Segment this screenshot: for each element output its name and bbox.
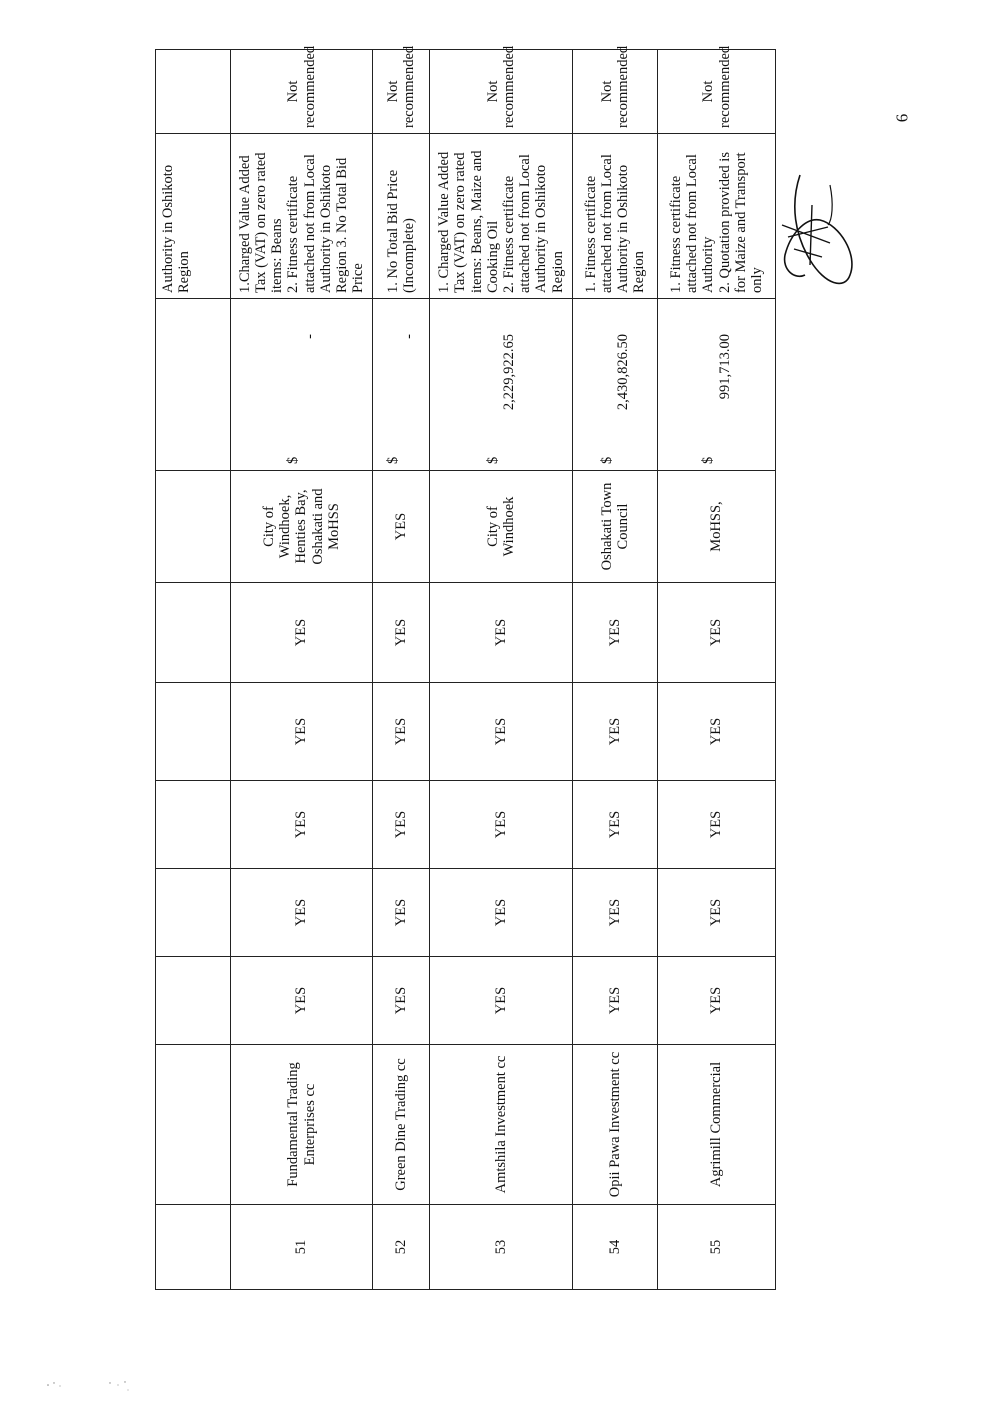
criteria-cell: YES (430, 683, 573, 781)
criteria-cell: YES (658, 683, 776, 781)
criteria-cell: YES (373, 781, 430, 869)
criteria-cell: YES (231, 781, 373, 869)
header-cell (156, 781, 231, 869)
bid-price-cell (573, 299, 658, 471)
evaluation-table-rotated (155, 45, 775, 1290)
page-number: 6 (892, 113, 912, 123)
bidder-name: Green Dine Trading cc (373, 1045, 430, 1205)
references-cell: Oshakati Town Council (573, 471, 658, 583)
header-cell (156, 869, 231, 957)
row-number: 53 (430, 1205, 573, 1290)
criteria-cell: YES (373, 583, 430, 683)
references-cell: City of Windhoek, Henties Bay, Oshakati and MoHSS (231, 471, 373, 583)
table-row (658, 50, 776, 1290)
criteria-cell: YES (231, 683, 373, 781)
bid-price: - (301, 334, 318, 339)
bid-price-cell (231, 299, 373, 471)
criteria-cell: YES (658, 869, 776, 957)
header-cell (156, 957, 231, 1045)
bid-price-cell (658, 299, 776, 471)
header-cell (156, 1045, 231, 1205)
criteria-cell: YES (231, 957, 373, 1045)
criteria-cell: YES (573, 583, 658, 683)
recommendation-cell: Not recommended (430, 50, 573, 134)
bidder-name: Opii Pawa Investment cc (573, 1045, 658, 1205)
currency-symbol: $ (384, 456, 401, 464)
reason-cell: 1. Fitness certificate attached not from Local Authority in Oshikoto Region (573, 134, 658, 299)
header-row (156, 50, 231, 1290)
row-number: 51 (231, 1205, 373, 1290)
bidder-name: Amtshila Investment cc (430, 1045, 573, 1205)
bidder-name: Agrimill Commercial (658, 1045, 776, 1205)
criteria-cell: YES (573, 683, 658, 781)
header-cell (156, 1205, 231, 1290)
criteria-cell: YES (430, 957, 573, 1045)
criteria-cell: YES (573, 869, 658, 957)
recommendation-cell: Not recommended (658, 50, 776, 134)
evaluation-table (155, 45, 776, 1290)
header-cell (156, 683, 231, 781)
criteria-cell: YES (430, 869, 573, 957)
authority-header-cell (156, 134, 231, 299)
header-cell (156, 471, 231, 583)
recommendation-cell: Not recommended (573, 50, 658, 134)
row-number: 55 (658, 1205, 776, 1290)
currency-symbol: $ (598, 456, 615, 464)
references-cell: MoHSS, (658, 471, 776, 583)
bid-price: 991,713.00 (716, 334, 733, 400)
bid-price: 2,430,826.50 (615, 334, 631, 411)
row-number: 54 (573, 1205, 658, 1290)
criteria-cell: YES (430, 781, 573, 869)
signature-mark (770, 165, 862, 305)
recommendation-cell: Not recommended (231, 50, 373, 134)
row-number: 52 (373, 1205, 430, 1290)
criteria-cell: YES (573, 781, 658, 869)
bid-price-cell (373, 299, 430, 471)
currency-symbol: $ (484, 456, 501, 464)
reason-cell: 1. Fitness certificate attached not from Local Authority 2. Quotation provided is for Maize and Transport only (658, 134, 776, 299)
criteria-cell: YES (573, 957, 658, 1045)
recommendation-cell: Not recommended (373, 50, 430, 134)
criteria-cell: YES (658, 583, 776, 683)
header-cell (156, 299, 231, 471)
criteria-cell: YES (373, 957, 430, 1045)
criteria-cell: YES (231, 869, 373, 957)
bid-price-cell (430, 299, 573, 471)
reason-cell: 1. No Total Bid Price (Incomplete) (373, 134, 430, 299)
bid-price: 2,229,922.65 (501, 334, 517, 411)
references-cell: YES (373, 471, 430, 583)
criteria-cell: YES (658, 957, 776, 1045)
table-row (373, 50, 430, 1290)
currency-symbol: $ (285, 456, 302, 464)
header-cell (156, 583, 231, 683)
scan-specks (30, 1375, 140, 1395)
criteria-cell: YES (373, 683, 430, 781)
authority-header-text: Authority in Oshikoto Region (160, 164, 193, 293)
criteria-cell: YES (373, 869, 430, 957)
reason-cell: 1. Charged Value Added Tax (VAT) on zero rated items: Beans, Maize and Cooking Oil 2. Fitness certificate attached not from Local Authority in Oshikoto Region (430, 134, 573, 299)
criteria-cell: YES (430, 583, 573, 683)
references-cell: City of Windhoek (430, 471, 573, 583)
criteria-cell: YES (231, 583, 373, 683)
currency-symbol: $ (700, 456, 717, 464)
reason-cell: 1.Charged Value Added Tax (VAT) on zero rated items: Beans 2. Fitness certificate attached not from Local Authority in Oshikoto Region 3. No Total Bid Price (231, 134, 373, 299)
criteria-cell: YES (658, 781, 776, 869)
bid-price: - (401, 334, 417, 339)
header-cell (156, 50, 231, 134)
bidder-name: Fundamental Trading Enterprises cc (231, 1045, 373, 1205)
table-row (231, 50, 373, 1290)
table-row (573, 50, 658, 1290)
table-row (430, 50, 573, 1290)
